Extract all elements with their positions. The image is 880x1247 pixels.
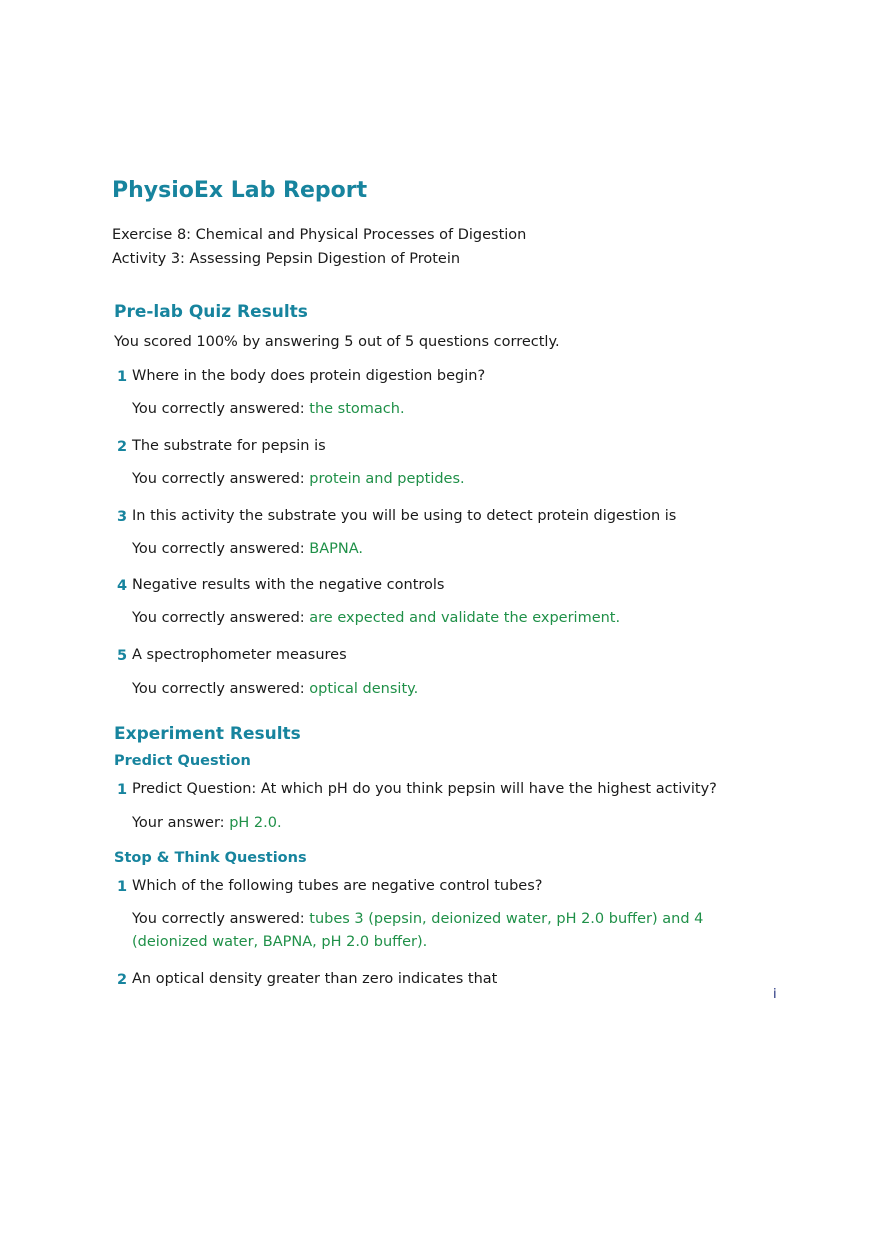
your-answer-prefix: Your answer: <box>132 815 230 831</box>
answer-prefix: You correctly answered: <box>132 610 310 626</box>
prelab-q3-number: 3 <box>117 509 128 525</box>
prelab-q5-number: 5 <box>117 648 128 664</box>
activity-line: Activity 3: Assessing Pepsin Digestion of Protein <box>112 251 461 267</box>
stop-think-q1-number: 1 <box>117 879 128 895</box>
stop-think-q1-text: Which of the following tubes are negative control tubes? <box>132 878 543 894</box>
prelab-q2-text: The substrate for pepsin is <box>132 438 326 454</box>
predict-answer-line <box>132 815 282 831</box>
predict-q1-number: 1 <box>117 782 128 798</box>
answer-prefix: You correctly answered: <box>132 471 310 487</box>
stop-think-heading: Stop & Think Questions <box>114 850 307 866</box>
predict-q1-text: Predict Question: At which pH do you think pepsin will have the highest activity? <box>132 781 717 797</box>
prelab-q2-number: 2 <box>117 439 128 455</box>
prelab-q4-number: 4 <box>117 578 128 594</box>
prelab-q3-answer-line <box>132 541 363 557</box>
prelab-q3-text: In this activity the substrate you will be using to detect protein digestion is <box>132 508 677 524</box>
answer-prefix: You correctly answered: <box>132 541 310 557</box>
stop-think-q2-text: An optical density greater than zero indicates that <box>132 971 498 987</box>
stop-think-q2-number: 2 <box>117 972 128 988</box>
prelab-q4-text: Negative results with the negative controls <box>132 577 445 593</box>
prelab-q2-answer-line <box>132 471 465 487</box>
prelab-q5-text: A spectrophometer measures <box>132 647 347 663</box>
predict-heading: Predict Question <box>114 753 251 769</box>
exercise-line: Exercise 8: Chemical and Physical Processes of Digestion <box>112 227 527 243</box>
page-mark: i <box>773 987 777 1002</box>
stop-think-q1-answer: tubes 3 (pepsin, deionized water, pH 2.0 buffer) and 4 (deionized water, BAPNA, pH 2.0 buffer). <box>132 911 704 950</box>
predict-answer: pH 2.0. <box>229 815 282 831</box>
prelab-q4-answer: are expected and validate the experiment. <box>309 610 621 626</box>
answer-prefix: You correctly answered: <box>132 911 310 927</box>
prelab-q4-answer-line <box>132 610 620 626</box>
prelab-q1-answer-line <box>132 401 405 417</box>
answer-prefix: You correctly answered: <box>132 681 310 697</box>
report-title: PhysioEx Lab Report <box>112 178 368 203</box>
stop-think-q1-answer-line <box>132 908 757 954</box>
prelab-heading: Pre-lab Quiz Results <box>114 302 308 322</box>
prelab-q1-number: 1 <box>117 369 128 385</box>
experiment-heading: Experiment Results <box>114 724 301 744</box>
prelab-q1-text: Where in the body does protein digestion begin? <box>132 368 486 384</box>
prelab-q5-answer: optical density. <box>309 681 419 697</box>
prelab-q2-answer: protein and peptides. <box>309 471 465 487</box>
prelab-q5-answer-line <box>132 681 418 697</box>
prelab-q3-answer: BAPNA. <box>309 541 363 557</box>
prelab-score: You scored 100% by answering 5 out of 5 questions correctly. <box>114 334 560 350</box>
answer-prefix: You correctly answered: <box>132 401 310 417</box>
prelab-q1-answer: the stomach. <box>309 401 405 417</box>
